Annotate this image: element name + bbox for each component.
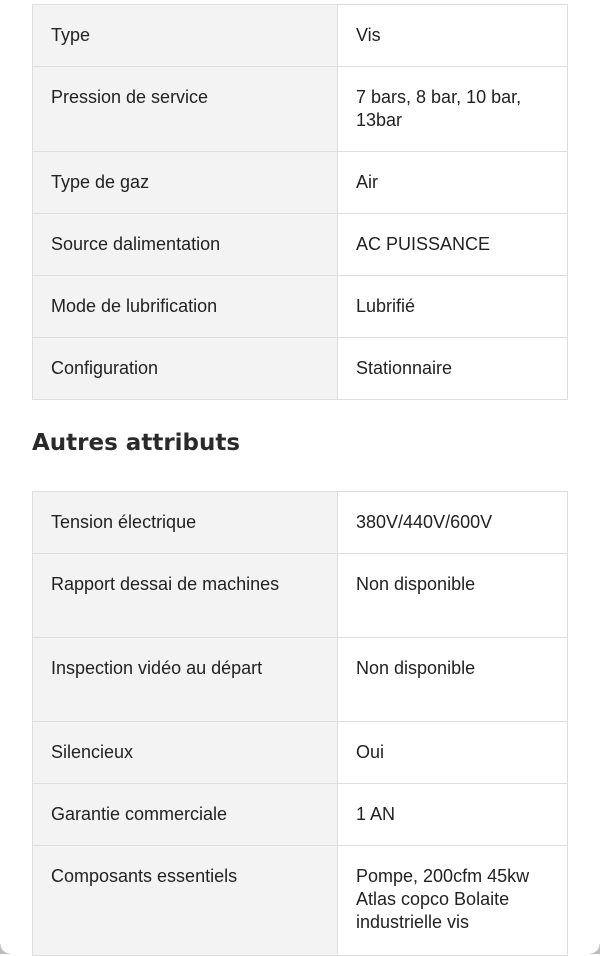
attribute-label: Source dalimentation	[33, 214, 338, 276]
table-row	[33, 5, 568, 67]
table-row	[33, 152, 568, 214]
screen-corner-left	[0, 944, 10, 954]
attribute-value: Air	[338, 152, 568, 214]
attribute-value: AC PUISSANCE	[338, 214, 568, 276]
attribute-label: Type de gaz	[33, 152, 338, 214]
section-title-other-attributes: Autres attributs	[32, 430, 241, 456]
table-row	[33, 492, 568, 554]
attribute-label: Rapport dessai de machines	[33, 554, 338, 638]
attribute-label: Mode de lubrification	[33, 276, 338, 338]
attribute-label: Inspection vidéo au départ	[33, 638, 338, 722]
attribute-value: Non disponible	[338, 638, 568, 722]
table-row	[33, 846, 568, 956]
table-row	[33, 338, 568, 400]
attribute-value: Stationnaire	[338, 338, 568, 400]
attribute-label: Pression de service	[33, 67, 338, 152]
table-row	[33, 67, 568, 152]
attribute-label: Composants essentiels	[33, 846, 338, 956]
attribute-value: 380V/440V/600V	[338, 492, 568, 554]
attribute-value: Lubrifié	[338, 276, 568, 338]
attribute-label: Silencieux	[33, 722, 338, 784]
attribute-value: Oui	[338, 722, 568, 784]
table-row	[33, 784, 568, 846]
attribute-label: Garantie commerciale	[33, 784, 338, 846]
attribute-value: Non disponible	[338, 554, 568, 638]
table-row	[33, 722, 568, 784]
attribute-value: Vis	[338, 5, 568, 67]
attribute-label: Configuration	[33, 338, 338, 400]
main-attributes-table	[32, 4, 568, 400]
table-row	[33, 214, 568, 276]
table-row	[33, 276, 568, 338]
table-row	[33, 554, 568, 638]
screen-corner-right	[590, 944, 600, 954]
attribute-value: 1 AN	[338, 784, 568, 846]
other-attributes-table	[32, 491, 568, 956]
table-row	[33, 638, 568, 722]
attribute-label: Tension électrique	[33, 492, 338, 554]
attribute-value: 7 bars, 8 bar, 10 bar, 13bar	[338, 67, 568, 152]
attribute-value: Pompe, 200cfm 45kw Atlas copco Bolaite industrielle vis	[338, 846, 568, 956]
attribute-label: Type	[33, 5, 338, 67]
